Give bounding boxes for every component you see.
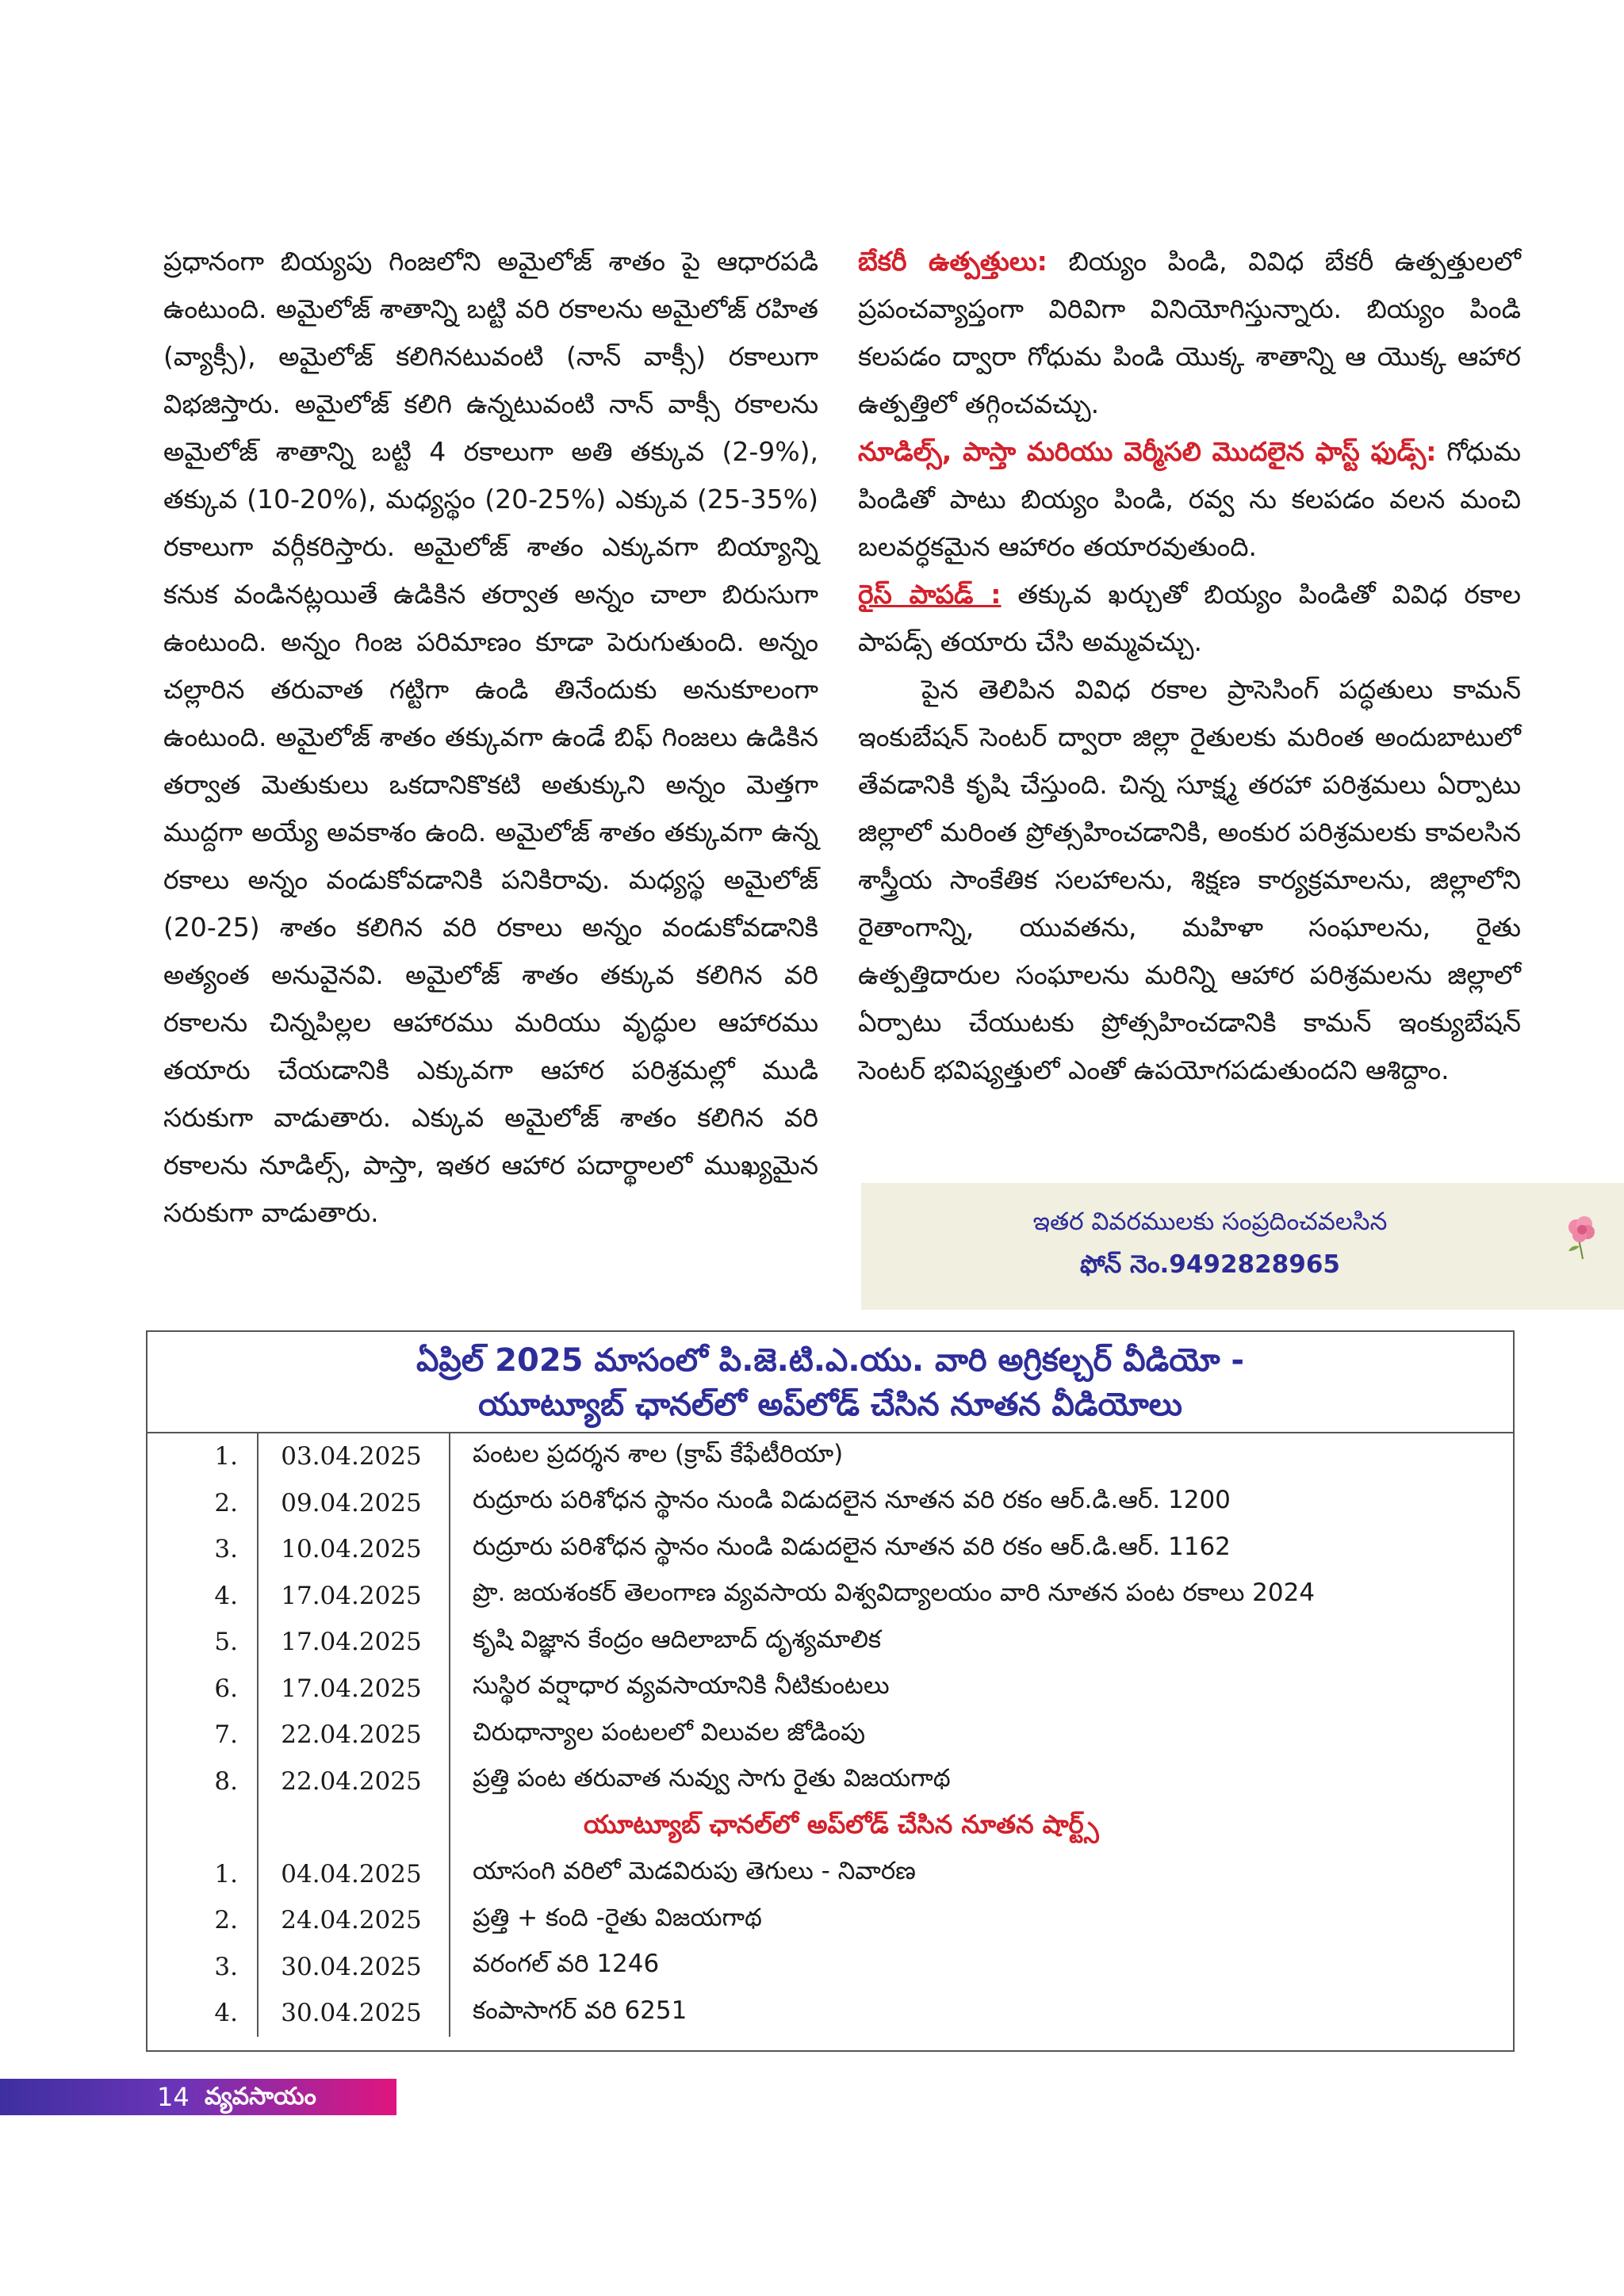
row-title: ప్రత్తి పంట తరువాత నువ్వు సాగు రైతు విజయగాథ: [473, 1764, 951, 1793]
row-title: ప్రొ. జయశంకర్ తెలంగాణ వ్యవసాయ విశ్వవిద్యాలయం వారి నూతన పంట రకాలు 2024: [473, 1578, 1316, 1608]
row-number: 1.: [214, 1859, 238, 1888]
row-title: కంపాసాగర్ వరి 6251: [473, 1996, 688, 2025]
row-number: 5.: [214, 1628, 238, 1657]
table-row: [147, 1433, 1513, 1480]
closing-paragraph: పైన తెలిపిన వివిధ రకాల ప్రాసెసింగ్ పద్ధతులు కామన్ ఇంకుబేషన్ సెంటర్ ద్వారా జిల్లా రైతులకు మరింత అందుబాటులో తేవడానికి కృషి చేస్తుంది. చిన్న సూక్ష్మ తరహా పరిశ్రమలు ఏర్పాటు జిల్లాలో మరింత ప్రోత్సహించడానికి, అంకుర పరిశ్రమలకు కావలసిన శాస్త్రీయ సాంకేతిక సలహాలను, శిక్షణ కార్యక్రమాలను, జిల్లాలోని రైతాంగాన్ని, యువతను, మహిళా సంఘాలను, రైతు ఉత్పత్తిదారుల సంఘాలను మరిన్ని ఆహార పరిశ్రమలను జిల్లాలో ఏర్పాటు చేయుటకు ప్రోత్సహించడానికి కామన్ ఇంక్యుబేషన్ సెంటర్ భవిష్యత్తులో ఎంతో ఉపయోగపడుతుందని ఆశిద్దాం.: [858, 674, 1521, 1085]
rice-papad-text: తక్కువ ఖర్చుతో బియ్యం పిండితో వివిధ రకాల పాపడ్స్ తయారు చేసి అమ్మవచ్చు.: [858, 579, 1522, 657]
column-divider: [449, 1433, 450, 2037]
video-table: [146, 1330, 1515, 2052]
row-date: 17.04.2025: [281, 1674, 422, 1703]
row-title: యాసంగి వరిలో మెడవిరుపు తెగులు - నివారణ: [473, 1857, 916, 1886]
shorts-heading: యూట్యూబ్ ఛానల్‌లో అప్‌లోడ్ చేసిన నూతన షార్ట్స్: [584, 1809, 1099, 1840]
bakery-section: [858, 238, 1521, 428]
phone-number: ఫోన్ నెం.9492828965: [1080, 1250, 1340, 1279]
row-date: 09.04.2025: [281, 1488, 422, 1517]
row-date: 04.04.2025: [281, 1859, 422, 1888]
left-column: [163, 238, 818, 1237]
table-row: [147, 1619, 1513, 1666]
rice-papad-section: [858, 571, 1521, 666]
footer-bar: [0, 2079, 396, 2115]
table-row: [147, 1758, 1513, 1805]
table-row: [147, 1712, 1513, 1758]
table-row: [147, 1573, 1513, 1620]
table-row: [147, 1897, 1513, 1944]
row-number: 2.: [214, 1906, 238, 1935]
row-date: 30.04.2025: [281, 1952, 422, 1981]
table-row: [147, 1480, 1513, 1527]
table-title-line2: యూట్యూబ్ ఛానల్‌లో అప్‌లోడ్ చేసిన నూతన వీడియోలు: [478, 1387, 1182, 1423]
row-date: 10.04.2025: [281, 1535, 422, 1564]
column-divider: [257, 1433, 259, 2037]
right-column: [858, 238, 1521, 1094]
contact-text: [861, 1200, 1559, 1286]
row-number: 1.: [214, 1442, 238, 1471]
row-title: పంటల ప్రదర్శన శాల (క్రాప్ కేఫేటీరియా): [473, 1439, 844, 1468]
table-body: [147, 1433, 1513, 2037]
table-row: [147, 1666, 1513, 1712]
row-number: 7.: [214, 1720, 238, 1750]
shorts-heading-row: [147, 1804, 1513, 1851]
row-number: 4.: [214, 1999, 238, 2028]
table-title: [147, 1332, 1513, 1433]
row-number: 8.: [214, 1766, 238, 1796]
row-title: ప్రత్తి + కంది -రైతు విజయగాథ: [473, 1903, 762, 1932]
row-date: 03.04.2025: [281, 1442, 422, 1471]
row-number: 6.: [214, 1674, 238, 1703]
row-date: 24.04.2025: [281, 1906, 422, 1935]
row-number: 4.: [214, 1581, 238, 1610]
row-title: వరంగల్ వరి 1246: [473, 1950, 660, 1979]
bakery-text: బియ్యం పిండి, వివిధ బేకరీ ఉత్పత్తులలో ప్రపంచవ్యాప్తంగా విరివిగా వినియోగిస్తున్నారు. బియ్యం పిండి కలపడం ద్వారా గోధుమ పిండి యొక్క శాతాన్ని ఆ యొక్క ఆహార ఉత్పత్తిలో తగ్గించవచ్చు.: [858, 246, 1521, 419]
contact-line: ఇతర వివరములకు సంప్రదించవలసిన: [1032, 1207, 1388, 1236]
table-row: [147, 1526, 1513, 1573]
row-title: రుద్రూరు పరిశోధన స్థానం నుండి విడుదలైన నూతన వరి రకం ఆర్.డి.ఆర్. 1162: [473, 1532, 1231, 1561]
row-title: కృషి విజ్ఞాన కేంద్రం ఆదిలాబాద్ దృశ్యమాలిక: [473, 1624, 882, 1654]
row-title: చిరుధాన్యాల పంటలలో విలువల జోడింపు: [473, 1717, 866, 1747]
row-number: 3.: [214, 1952, 238, 1981]
noodles-heading: నూడిల్స్, పాస్తా మరియు వెర్మీసలి మొదలైన ఫాస్ట్ ఫుడ్స్:: [858, 436, 1437, 467]
table-row: [147, 1944, 1513, 1991]
noodles-section: [858, 428, 1521, 571]
row-number: 2.: [214, 1488, 238, 1517]
row-date: 22.04.2025: [281, 1766, 422, 1796]
row-date: 30.04.2025: [281, 1999, 422, 2028]
row-date: 22.04.2025: [281, 1720, 422, 1750]
table-title-line1: ఏప్రిల్ 2025 మాసంలో పి.జె.టి.ఎ.యు. వారి అగ్రికల్చర్ వీడియో -: [416, 1342, 1245, 1379]
row-title: సుస్థిర వర్షాధార వ్యవసాయానికి నీటికుంటలు: [473, 1671, 890, 1701]
row-number: 3.: [214, 1535, 238, 1564]
table-row: [147, 1851, 1513, 1898]
table-row: [147, 1990, 1513, 2037]
row-date: 17.04.2025: [281, 1628, 422, 1657]
magazine-name: వ్యవసాయం: [205, 2083, 316, 2110]
row-date: 17.04.2025: [281, 1581, 422, 1610]
noodles-text: గోధుమ పిండితో పాటు బియ్యం పిండి, రవ్వ ను కలపడం వలన మంచి బలవర్ధకమైన ఆహారం తయారవుతుంది.: [858, 436, 1522, 562]
bakery-heading: బేకరీ ఉత్పత్తులు:: [858, 246, 1048, 277]
row-title: రుద్రూరు పరిశోధన స్థానం నుండి విడుదలైన నూతన వరి రకం ఆర్.డి.ఆర్. 1200: [473, 1486, 1231, 1515]
flower-icon: [1559, 1213, 1607, 1261]
contact-box: [861, 1183, 1624, 1310]
page-number: 14: [157, 2082, 190, 2112]
left-paragraph: ప్రధానంగా బియ్యపు గింజలోని అమైలోజ్ శాతం పై ఆధారపడి ఉంటుంది. అమైలోజ్ శాతాన్ని బట్టి వరి రకాలను అమైలోజ్ రహిత (వ్యాక్సీ), అమైలోజ్ కలిగినటువంటి (నాన్ వాక్సీ) రకాలుగా విభజిస్తారు. అమైలోజ్ కలిగి ఉన్నటువంటి నాన్ వాక్సీ రకాలను అమైలోజ్ శాతాన్ని బట్టి 4 రకాలుగా అతి తక్కువ (2-9%), తక్కువ (10-20%), మధ్యస్థం (20-25%) ఎక్కువ (25-35%) రకాలుగా వర్గీకరిస్తారు. అమైలోజ్ శాతం ఎక్కువగా బియ్యాన్ని కనుక వండినట్లయితే ఉడికిన తర్వాత అన్నం చాలా బిరుసుగా ఉంటుంది. అన్నం గింజ పరిమాణం కూడా పెరుగుతుంది. అన్నం చల్లారిన తరువాత గట్టిగా ఉండి తినేందుకు అనుకూలంగా ఉంటుంది. అమైలోజ్ శాతం తక్కువగా ఉండే బిఫ్ గింజలు ఉడికిన తర్వాత మెతుకులు ఒకదానికొకటి అతుక్కుని అన్నం మెత్తగా ముద్దగా అయ్యే అవకాశం ఉంది. అమైలోజ్ శాతం తక్కువగా ఉన్న రకాలు అన్నం వండుకోవడానికి పనికిరావు. మధ్యస్థ అమైలోజ్ (20-25) శాతం కలిగిన వరి రకాలు అన్నం వండుకోవడానికి అత్యంత అనువైనవి. అమైలోజ్ శాతం తక్కువ కలిగిన వరి రకాలను చిన్నపిల్లల ఆహారము మరియు వృద్ధుల ఆహారము తయారు చేయడానికి ఎక్కువగా ఆహార పరిశ్రమల్లో ముడి సరుకుగా వాడుతారు. ఎక్కువ అమైలోజ్ శాతం కలిగిన వరి రకాలను నూడిల్స్, పాస్తా, ఇతర ఆహార పదార్థాలలో ముఖ్యమైన సరుకుగా వాడుతారు.: [163, 246, 818, 1228]
rice-papad-heading: రైస్ పాపడ్ :: [858, 579, 1002, 610]
